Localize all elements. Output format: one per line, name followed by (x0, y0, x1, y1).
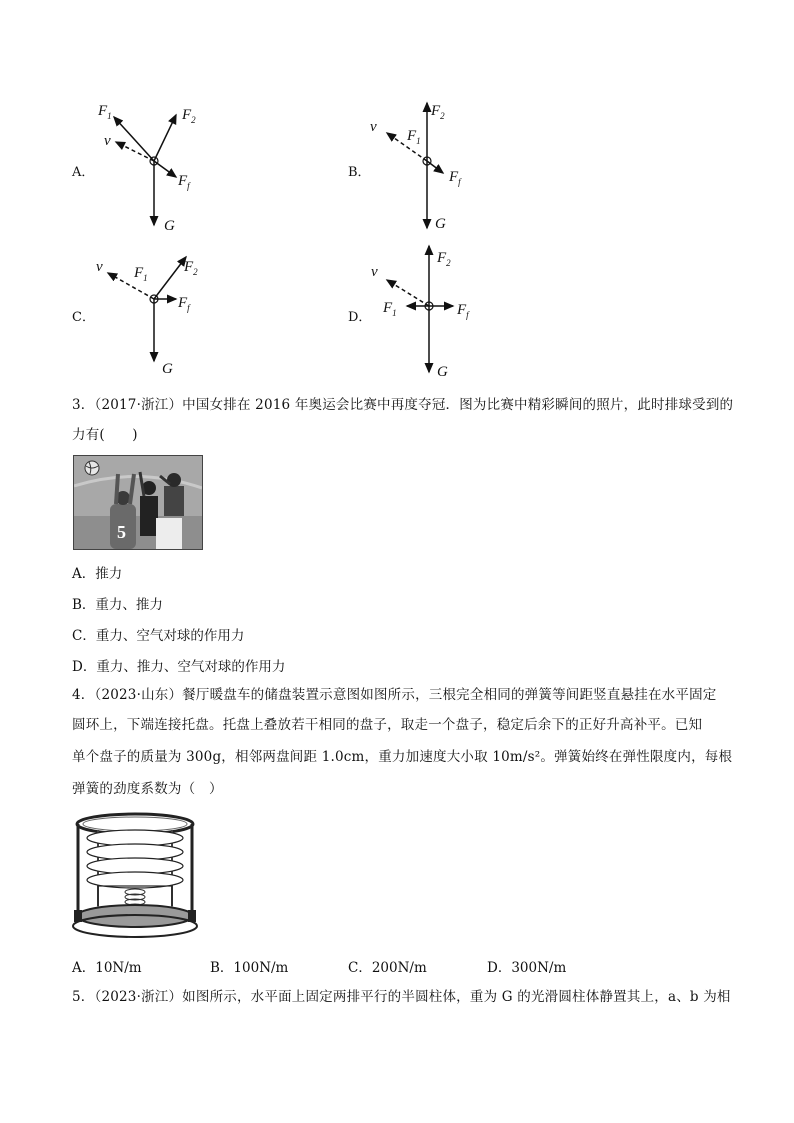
svg-text:v: v (96, 259, 103, 275)
q4-text-line4: 弹簧的劲度系数为（ ） (72, 781, 223, 797)
q3-option-a: A．推力 (72, 566, 123, 582)
svg-text:F1: $F_1$ (407, 128, 421, 146)
svg-text:G: G (162, 361, 173, 377)
q4-option-b: B．100N/m (210, 960, 289, 976)
svg-text:F2: $F_2$ (431, 103, 445, 121)
svg-text:F1: $F_1$ (98, 103, 112, 121)
q4-text-line1: 4．（2023·山东）餐厅暖盘车的储盘装置示意图如图所示，三根完全相同的弹簧等间距竖直悬挂在水平固定 (72, 687, 717, 703)
svg-text:F1: $F_1$ (383, 300, 397, 318)
q3-option-c: C．重力、空气对球的作用力 (72, 628, 245, 644)
svg-text:G: G (164, 218, 175, 234)
force-diagram-d (365, 240, 490, 385)
q5-text-line1: 5．（2023·浙江）如图所示，水平面上固定两排平行的半圆柱体，重为 G 的光滑圆柱体静置其上，a、b 为相 (72, 989, 731, 1005)
q3-text-line1: 3．（2017·浙江）中国女排在 2016 年奥运会比赛中再度夺冠．图为比赛中精彩瞬间的照片，此时排球受到的 (72, 397, 734, 413)
force-diagram-b (365, 95, 485, 240)
q4-option-a: A．10N/m (72, 960, 142, 976)
volleyball-photo (73, 455, 203, 550)
force-diagram-c (90, 245, 215, 380)
svg-text:G: G (435, 216, 446, 232)
q3-option-d: D．重力、推力、空气对球的作用力 (72, 659, 286, 675)
svg-text:Ff: $F_f$ (178, 173, 190, 191)
force-diagram-a (90, 95, 210, 240)
svg-text:v: v (370, 119, 377, 135)
option-a-letter: A． (72, 165, 95, 180)
option-b-letter: B． (348, 165, 371, 180)
svg-text:v: v (104, 133, 111, 149)
q4-text-line2: 圆环上，下端连接托盘。托盘上叠放若干相同的盘子，取走一个盘子，稳定后余下的正好升高补平。已知 (72, 717, 703, 733)
svg-text:Ff: $F_f$ (457, 302, 469, 320)
option-d-letter: D． (348, 310, 372, 325)
svg-text:5: 5 (117, 522, 126, 542)
q4-option-d: D．300N/m (487, 960, 567, 976)
svg-text:G: G (437, 364, 448, 380)
svg-text:v: v (371, 264, 378, 280)
plate-warmer-diagram (70, 808, 200, 944)
svg-text:F2: $F_2$ (182, 107, 196, 125)
q3-text-line2: 力有( ) (72, 427, 138, 443)
volleyball-photo-illustration (74, 456, 202, 549)
svg-text:Ff: $F_f$ (178, 295, 190, 313)
option-c-letter: C． (72, 310, 95, 325)
svg-text:F2: $F_2$ (437, 250, 451, 268)
svg-text:F1: $F_1$ (134, 265, 148, 283)
svg-text:F2: $F_2$ (184, 259, 198, 277)
q4-text-line3: 单个盘子的质量为 300g，相邻两盘间距 1.0cm，重力加速度大小取 10m/s²。弹簧始终在弹性限度内，每根 (72, 749, 733, 765)
q4-option-c: C．200N/m (348, 960, 427, 976)
svg-text:Ff: $F_f$ (449, 169, 461, 187)
q3-option-b: B．重力、推力 (72, 597, 163, 613)
